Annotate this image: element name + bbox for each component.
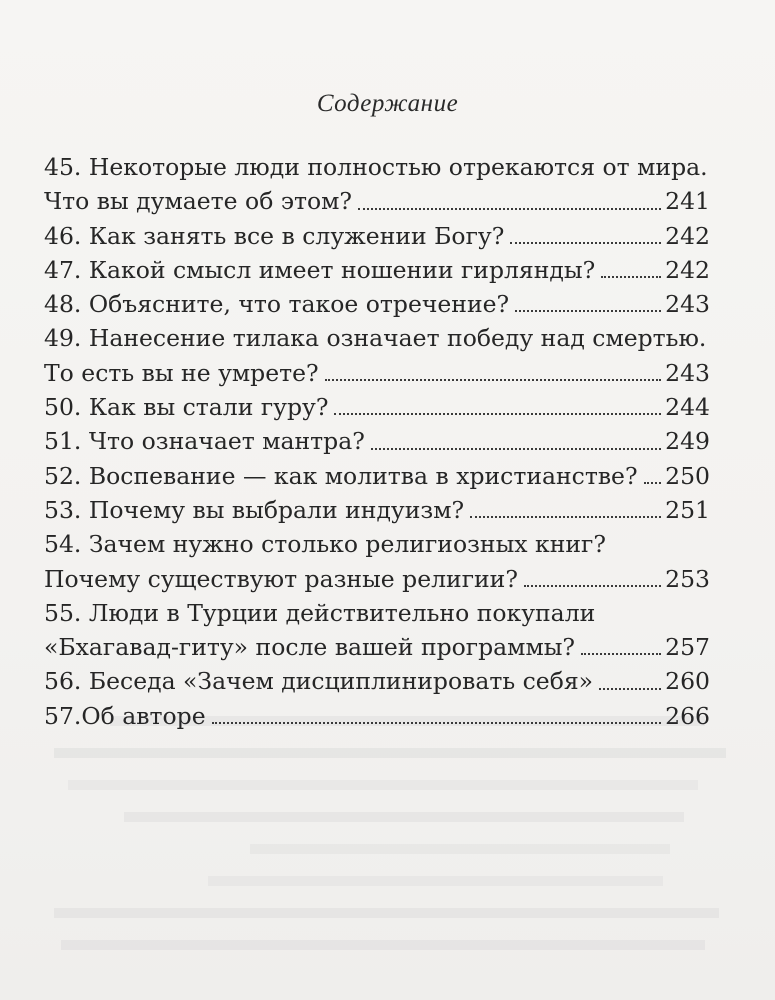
toc-entry-number: 46. xyxy=(44,221,82,250)
toc-entry-number: 52. xyxy=(44,461,82,490)
toc-entry-number: 55. xyxy=(44,598,82,627)
toc-entry-53[interactable] xyxy=(44,493,710,527)
toc-entry-title: Что означает мантра? xyxy=(88,427,365,456)
toc-entry-title-line1: Некоторые люди полностью отрекаются от мира. xyxy=(88,153,708,181)
toc-entry-number: 48. xyxy=(44,290,82,319)
table-of-contents xyxy=(44,150,710,733)
dot-leader xyxy=(470,493,661,527)
toc-entry-title: «Бхагавад-гиту» после вашей программы? xyxy=(44,633,576,662)
toc-entry-number: 57. xyxy=(44,701,82,730)
dot-leader xyxy=(358,184,661,218)
toc-entry-title: Об авторе xyxy=(81,701,206,730)
toc-entry-title: Объясните, что такое отречение? xyxy=(88,290,510,319)
toc-entry-number: 51. xyxy=(44,427,82,456)
toc-entry-title: То есть вы не умрете? xyxy=(44,358,319,387)
toc-page-number: 243 xyxy=(665,290,710,319)
page-title: Содержание xyxy=(316,90,459,117)
toc-entry-title: Какой смысл имеет ношении гирлянды? xyxy=(88,255,596,284)
toc-entry-number: 54. xyxy=(44,530,82,559)
dot-leader xyxy=(601,253,661,287)
dot-leader xyxy=(371,424,661,458)
toc-entry-57[interactable] xyxy=(44,699,710,733)
toc-entry-number: 47. xyxy=(44,255,82,284)
toc-entry-51[interactable] xyxy=(44,424,710,458)
toc-entry-50[interactable] xyxy=(44,390,710,424)
dot-leader xyxy=(515,287,661,321)
toc-entry-47[interactable] xyxy=(44,253,710,287)
toc-page-number: 260 xyxy=(665,667,710,696)
dot-leader xyxy=(581,630,661,664)
toc-entry-title: Беседа «Зачем дисциплинировать себя» xyxy=(88,667,594,696)
dot-leader xyxy=(644,459,662,493)
toc-entry-45[interactable] xyxy=(44,184,710,218)
toc-page-number: 241 xyxy=(665,187,710,216)
toc-entry-number: 50. xyxy=(44,393,82,422)
toc-entry-55[interactable] xyxy=(44,630,710,664)
toc-entry-number: 53. xyxy=(44,495,82,524)
toc-entry-49-line1 xyxy=(44,321,710,355)
toc-entry-number: 56. xyxy=(44,667,82,696)
toc-page-number: 249 xyxy=(665,427,710,456)
toc-page-number: 244 xyxy=(665,393,710,422)
toc-entry-title: Почему существуют разные религии? xyxy=(44,564,518,593)
toc-entry-title: Воспевание — как молитва в христианстве? xyxy=(88,461,638,490)
toc-entry-title: Как вы стали гуру? xyxy=(88,393,329,422)
toc-entry-52[interactable] xyxy=(44,459,710,493)
toc-entry-48[interactable] xyxy=(44,287,710,321)
toc-entry-title-line1: Нанесение тилака означает победу над смертью. xyxy=(88,324,707,353)
toc-entry-title-line1: Люди в Турции действительно покупали xyxy=(88,598,596,627)
toc-page-number: 242 xyxy=(665,255,710,284)
toc-entry-55-line1 xyxy=(44,596,710,630)
toc-entry-54[interactable] xyxy=(44,562,710,596)
toc-page-number: 251 xyxy=(665,495,710,524)
dot-leader xyxy=(524,562,661,596)
toc-entry-45-line1 xyxy=(44,150,710,184)
toc-entry-number: 45. xyxy=(44,153,82,181)
toc-page-number: 243 xyxy=(665,358,710,387)
toc-entry-56[interactable] xyxy=(44,664,710,698)
toc-page-number: 250 xyxy=(665,461,710,490)
toc-entry-number: 49. xyxy=(44,324,82,353)
toc-page-number: 257 xyxy=(665,633,710,662)
toc-page-number: 242 xyxy=(665,221,710,250)
paper-show-through xyxy=(40,700,740,1000)
toc-entry-46[interactable] xyxy=(44,219,710,253)
toc-entry-title-line1: Зачем нужно столько религиозных книг? xyxy=(88,530,606,559)
toc-entry-title: Как занять все в служении Богу? xyxy=(88,221,505,250)
toc-entry-title: Почему вы выбрали индуизм? xyxy=(88,495,465,524)
dot-leader xyxy=(599,664,661,698)
toc-page-number: 253 xyxy=(665,564,710,593)
toc-entry-title: Что вы думаете об этом? xyxy=(44,187,353,216)
dot-leader xyxy=(510,219,661,253)
toc-entry-49[interactable] xyxy=(44,356,710,390)
dot-leader xyxy=(325,356,662,390)
dot-leader xyxy=(212,699,662,733)
dot-leader xyxy=(334,390,661,424)
toc-entry-54-line1 xyxy=(44,527,710,561)
toc-page-number: 266 xyxy=(665,701,710,730)
